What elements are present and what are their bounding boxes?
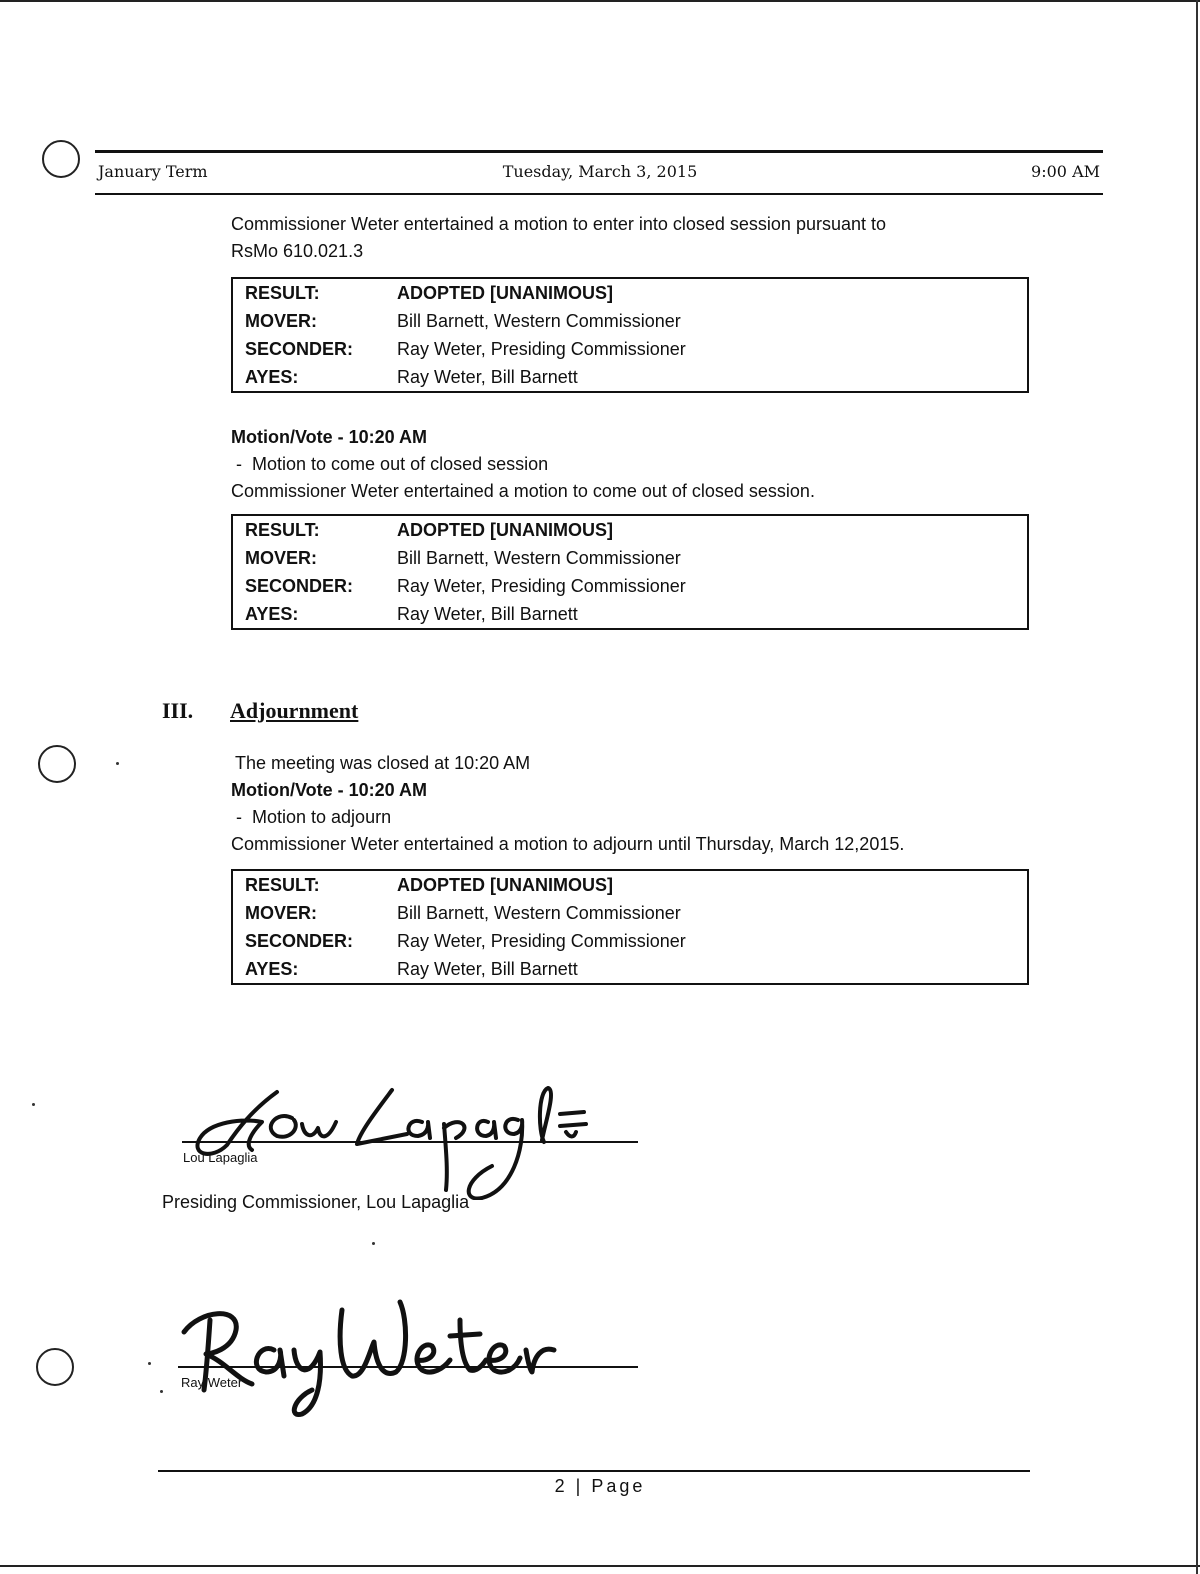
- vote-value: Ray Weter, Bill Barnett: [397, 958, 578, 979]
- vote-value: Ray Weter, Bill Barnett: [397, 603, 578, 624]
- vote-value: ADOPTED [UNANIMOUS]: [397, 519, 613, 540]
- vote-label: MOVER:: [245, 902, 317, 923]
- header-date: Tuesday, March 3, 2015: [502, 162, 698, 181]
- vote-row-ayes: [233, 363, 1027, 391]
- header-term: January Term: [98, 162, 208, 181]
- adjournment-motion-title: Motion/Vote - 10:20 AM: [231, 780, 428, 800]
- vote-row-seconder: [233, 572, 1027, 600]
- vote-row-mover: [233, 307, 1027, 335]
- come-out-motion-title: Motion/Vote - 10:20 AM: [231, 427, 428, 447]
- vote-label: SECONDER:: [245, 338, 354, 359]
- vote-label: AYES:: [245, 603, 299, 624]
- vote-label: RESULT:: [245, 874, 320, 895]
- vote-label: MOVER:: [245, 547, 317, 568]
- scan-speck: [148, 1362, 151, 1365]
- section-numeral: III.: [162, 698, 194, 723]
- vote-label: MOVER:: [245, 310, 317, 331]
- vote-row-ayes: [233, 600, 1027, 628]
- vote-label: SECONDER:: [245, 930, 354, 951]
- section-heading: Adjournment: [230, 698, 359, 723]
- signature-ray-weter: [170, 1280, 570, 1420]
- scan-edge-right: [1196, 0, 1198, 1574]
- vote-value: Bill Barnett, Western Commissioner: [397, 902, 681, 923]
- vote-row-seconder: [233, 335, 1027, 363]
- vote-value: Bill Barnett, Western Commissioner: [397, 310, 681, 331]
- signature-name-second: Ray Weter: [181, 1375, 243, 1390]
- vote-label: AYES:: [245, 958, 299, 979]
- header-rule-bottom: [95, 193, 1103, 195]
- scan-speck: [160, 1390, 163, 1393]
- scan-edge-bottom: [0, 1565, 1200, 1567]
- scan-speck: [372, 1242, 375, 1245]
- vote-row-result: [233, 871, 1027, 899]
- closed-session-intro-line2: RsMo 610.021.3: [231, 241, 364, 261]
- adjournment-motion-item: - Motion to adjourn: [231, 807, 392, 827]
- vote-value: Ray Weter, Presiding Commissioner: [397, 930, 686, 951]
- footer-rule: [158, 1470, 1030, 1472]
- closed-session-intro-line1: Commissioner Weter entertained a motion to enter into closed session pursuant to: [231, 214, 887, 234]
- signature-line-second: [178, 1366, 638, 1368]
- vote-value: Ray Weter, Presiding Commissioner: [397, 338, 686, 359]
- come-out-vote-table: [231, 514, 1029, 630]
- vote-label: RESULT:: [245, 282, 320, 303]
- adjournment-vote-table: [231, 869, 1029, 985]
- punch-hole-middle: [38, 745, 76, 783]
- vote-value: ADOPTED [UNANIMOUS]: [397, 282, 613, 303]
- vote-value: Bill Barnett, Western Commissioner: [397, 547, 681, 568]
- closed-session-vote-table: [231, 277, 1029, 393]
- vote-row-ayes: [233, 955, 1027, 983]
- scan-speck: [116, 762, 119, 765]
- come-out-motion-item: - Motion to come out of closed session: [231, 454, 549, 474]
- vote-row-seconder: [233, 927, 1027, 955]
- adjournment-closed-line: The meeting was closed at 10:20 AM: [235, 753, 531, 773]
- vote-row-result: [233, 279, 1027, 307]
- vote-value: Ray Weter, Bill Barnett: [397, 366, 578, 387]
- header-rule-top: [95, 150, 1103, 153]
- signature-line-first: [182, 1141, 638, 1143]
- signature-title-first: Presiding Commissioner, Lou Lapaglia: [162, 1192, 470, 1212]
- vote-label: AYES:: [245, 366, 299, 387]
- vote-row-mover: [233, 544, 1027, 572]
- scan-edge-top: [0, 0, 1200, 2]
- vote-row-result: [233, 516, 1027, 544]
- signature-lou-lapaglia: [182, 1070, 602, 1200]
- signature-name-first: Lou Lapaglia: [183, 1150, 258, 1165]
- vote-value: Ray Weter, Presiding Commissioner: [397, 575, 686, 596]
- header-time: 9:00 AM: [1031, 162, 1100, 181]
- vote-label: SECONDER:: [245, 575, 354, 596]
- adjournment-intro: Commissioner Weter entertained a motion to adjourn until Thursday, March 12,2015.: [231, 834, 905, 854]
- page-number: 2 | Page: [554, 1476, 646, 1496]
- vote-row-mover: [233, 899, 1027, 927]
- vote-label: RESULT:: [245, 519, 320, 540]
- vote-value: ADOPTED [UNANIMOUS]: [397, 874, 613, 895]
- scan-speck: [32, 1103, 35, 1106]
- punch-hole-bottom: [36, 1348, 74, 1386]
- come-out-intro: Commissioner Weter entertained a motion to come out of closed session.: [231, 481, 815, 501]
